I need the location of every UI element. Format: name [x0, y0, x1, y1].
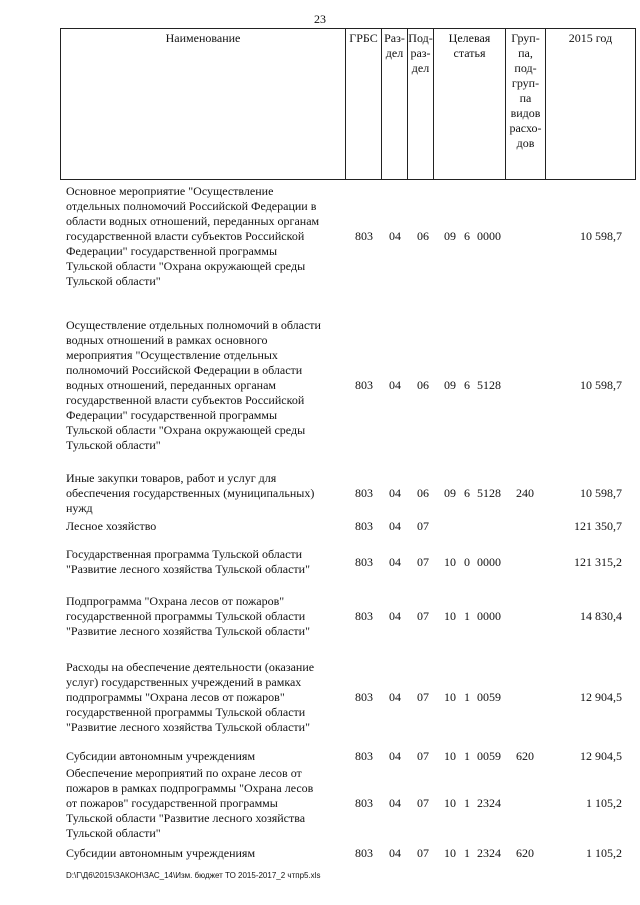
celevaya-part3-cell: 0059 [477, 749, 501, 763]
celevaya-part3-cell: 5128 [477, 486, 501, 500]
podrazdel-cell: 06 [417, 229, 429, 243]
celevaya-part2-cell: 1 [464, 796, 470, 810]
row-name: Осуществление отдельных полномочий в области водных отношений в рамках основного мероприятия "Осуществление отдельных полномочий Российской Федерации в области водных отношений, переданных органам государственной власти субъектов Российской Федерации" государственной программы Тульской области "Охрана окружающей среды Тульской области" [66, 318, 321, 452]
header-name: Наименование [165, 31, 241, 45]
header-vid-rashodov: Груп- па, под- груп- па видов расхо- дов [505, 29, 545, 179]
grbs-cell: 803 [355, 749, 373, 763]
sum-2015-cell: 12 904,5 [580, 690, 622, 704]
celevaya-part3-cell: 0059 [477, 690, 501, 704]
grbs-cell: 803 [355, 609, 373, 623]
celevaya-part1-cell: 10 [444, 609, 456, 623]
row-name: Основное мероприятие "Осуществление отдельных полномочий Российской Федерации в области водных отношений, переданных органам государственной власти субъектов Российской Федерации" государственной программы Тульской области "Охрана окружающей среды Тульской области" [66, 184, 320, 288]
header-grbs: ГРБС [345, 29, 381, 179]
grbs-cell: 803 [355, 486, 373, 500]
razdel-cell: 04 [389, 796, 401, 810]
celevaya-part2-cell: 1 [464, 609, 470, 623]
podrazdel-cell: 07 [417, 796, 429, 810]
celevaya-part1-cell: 10 [444, 554, 456, 569]
grbs-cell: 803 [355, 796, 373, 810]
vid-rashodov-cell: 620 [516, 749, 534, 763]
row-name: Расходы на обеспечение деятельности (оказание услуг) государственных учреждений в рамках подпрограммы "Охрана лесов от пожаров" государственной программы Тульской области "Развитие лесного хозяйства Тульской области" [66, 660, 315, 734]
sum-2015-cell: 14 830,4 [580, 609, 622, 623]
razdel-cell: 04 [389, 846, 401, 860]
podrazdel-cell: 07 [417, 749, 429, 763]
row-name: Субсидии автономным учреждениям [66, 749, 256, 763]
podrazdel-cell: 07 [417, 554, 429, 569]
podrazdel-cell: 07 [417, 609, 429, 623]
sum-2015-cell: 10 598,7 [580, 486, 622, 500]
celevaya-part2-cell: 0 [464, 554, 470, 569]
celevaya-part3-cell: 0000 [477, 609, 501, 623]
podrazdel-cell: 07 [417, 519, 429, 533]
header-razdel: Раз- дел [381, 29, 407, 179]
page-number: 23 [314, 12, 326, 26]
sum-2015-cell: 1 105,2 [586, 846, 622, 860]
vid-rashodov-cell: 240 [516, 486, 534, 500]
razdel-cell: 04 [389, 229, 401, 243]
celevaya-part3-cell: 0000 [477, 554, 501, 569]
grbs-cell: 803 [355, 519, 373, 533]
podrazdel-cell: 06 [417, 378, 429, 392]
celevaya-part3-cell: 2324 [477, 796, 501, 810]
sum-2015-cell: 10 598,7 [580, 229, 622, 243]
razdel-cell: 04 [389, 378, 401, 392]
celevaya-part3-cell: 0000 [477, 229, 501, 243]
celevaya-part2-cell: 6 [464, 378, 470, 392]
table-header [60, 28, 636, 180]
row-name: Лесное хозяйство [66, 519, 157, 533]
razdel-cell: 04 [389, 690, 401, 704]
celevaya-part1-cell: 10 [444, 796, 456, 810]
celevaya-part1-cell: 09 [444, 378, 456, 392]
celevaya-part2-cell: 1 [464, 749, 470, 763]
grbs-cell: 803 [355, 229, 373, 243]
sum-2015-cell: 10 598,7 [580, 378, 622, 392]
vid-rashodov-cell: 620 [516, 846, 534, 860]
celevaya-part1-cell: 09 [444, 229, 456, 243]
header-podrazdel: Под- раз- дел [407, 29, 433, 179]
sum-2015-cell: 1 105,2 [586, 796, 622, 810]
sum-2015-cell: 121 315,2 [574, 554, 622, 569]
sum-2015-cell: 121 350,7 [574, 519, 622, 533]
celevaya-part3-cell: 5128 [477, 378, 501, 392]
row-name: Субсидии автономным учреждениям [66, 846, 256, 860]
row-name: Государственная программа Тульской области "Развитие лесного хозяйства Тульской области" [66, 547, 310, 576]
sum-2015-cell: 12 904,5 [580, 749, 622, 763]
celevaya-part1-cell: 09 [444, 486, 456, 500]
file-path-footer: D:\Г\Д6\2015\ЗАКОН\ЗАС_14\Изм. бюджет ТО 2015-2017_2 чтпр5.xls [66, 871, 321, 880]
grbs-cell: 803 [355, 554, 373, 569]
razdel-cell: 04 [389, 519, 401, 533]
razdel-cell: 04 [389, 486, 401, 500]
celevaya-part2-cell: 1 [464, 846, 470, 860]
razdel-cell: 04 [389, 749, 401, 763]
podrazdel-cell: 07 [417, 690, 429, 704]
grbs-cell: 803 [355, 378, 373, 392]
header-celevaya-statya: Целевая статья [433, 29, 505, 179]
celevaya-part2-cell: 6 [464, 229, 470, 243]
row-name: Иные закупки товаров, работ и услуг для обеспечения государственных (муниципальных) нужд [66, 471, 315, 515]
razdel-cell: 04 [389, 609, 401, 623]
grbs-cell: 803 [355, 690, 373, 704]
podrazdel-cell: 06 [417, 486, 429, 500]
row-name: Подпрограмма "Охрана лесов от пожаров" государственной программы Тульской области "Развитие лесного хозяйства Тульской области" [66, 594, 310, 638]
grbs-cell: 803 [355, 846, 373, 860]
celevaya-part2-cell: 1 [464, 690, 470, 704]
header-year: 2015 год [545, 29, 635, 179]
razdel-cell: 04 [389, 554, 401, 569]
celevaya-part2-cell: 6 [464, 486, 470, 500]
row-name: Обеспечение мероприятий по охране лесов от пожаров в рамках подпрограммы "Охрана лесов от пожаров" государственной программы Тульской области "Развитие лесного хозяйства Тульской области" [66, 766, 314, 840]
celevaya-part1-cell: 10 [444, 846, 456, 860]
celevaya-part1-cell: 10 [444, 749, 456, 763]
celevaya-part3-cell: 2324 [477, 846, 501, 860]
podrazdel-cell: 07 [417, 846, 429, 860]
celevaya-part1-cell: 10 [444, 690, 456, 704]
